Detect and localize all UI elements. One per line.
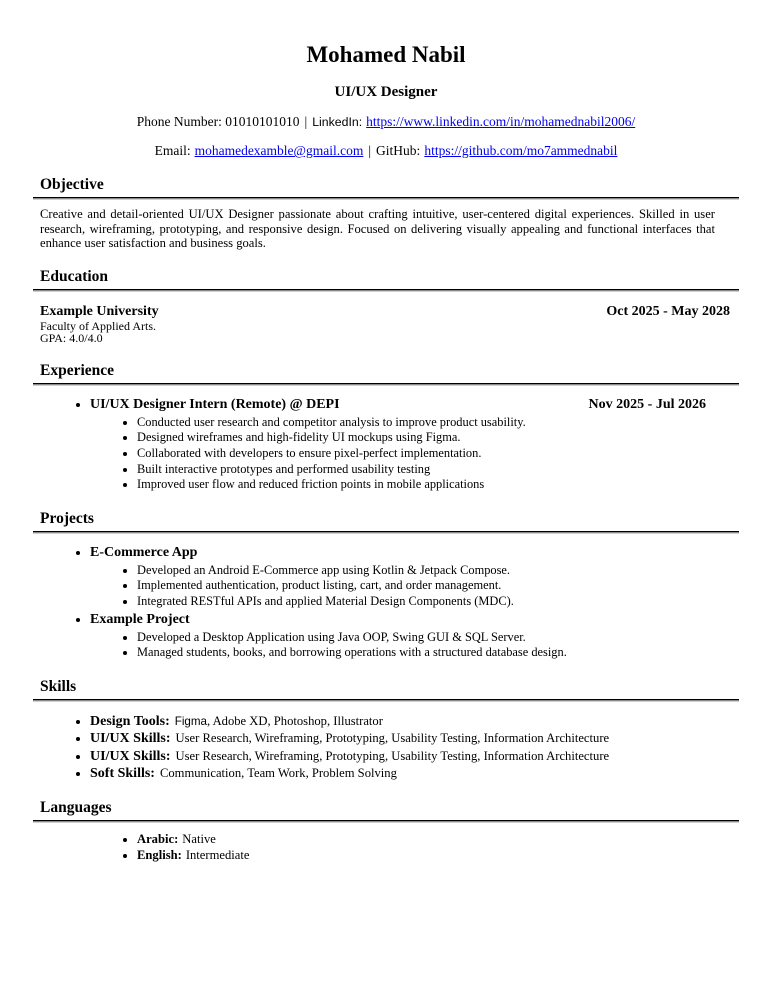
project-bullet-list: [90, 563, 739, 610]
skill-label: Design Tools:: [90, 713, 170, 729]
skill-value: Communication, Team Work, Problem Solving: [159, 765, 397, 780]
experience-item-dates: Nov 2025 - Jul 2026: [588, 396, 706, 412]
section-projects: [33, 510, 739, 661]
skill-value: User Research, Wireframing, Prototyping, Usability Testing, Information Architecture: [175, 731, 610, 746]
project-title: E-Commerce App: [90, 544, 198, 560]
experience-bullet: • Conducted user research and competitor analysis to improve product usability.: [137, 415, 739, 431]
projects-list: [33, 545, 739, 661]
language-item: [137, 832, 739, 848]
project-bullet: • Implemented authentication, product listing, cart, and order management.: [137, 578, 739, 594]
project-bullet-list: [90, 630, 739, 661]
experience-item: [90, 397, 739, 493]
contact-line-email-github: [33, 143, 739, 159]
email-label: Email:: [154, 143, 191, 159]
education-row: [40, 304, 739, 320]
experience-bullet: • Improved user flow and reduced friction points in mobile applications: [137, 477, 739, 493]
skill-label: Soft Skills:: [90, 765, 155, 781]
skill-label: UI/UX Skills:: [90, 748, 171, 764]
section-objective: [33, 176, 739, 251]
section-languages: [33, 799, 739, 863]
education-heading: Education: [33, 268, 739, 290]
experience-list: [33, 397, 739, 493]
objective-heading: Objective: [33, 176, 739, 198]
language-label: Arabic:: [137, 832, 179, 847]
skill-item: [90, 713, 739, 730]
skill-label: UI/UX Skills:: [90, 731, 171, 747]
education-dates: Oct 2025 - May 2028: [606, 303, 730, 319]
experience-bullet: • Built interactive prototypes and performed usability testing: [137, 462, 739, 478]
project-item: [90, 612, 739, 661]
projects-heading: Projects: [33, 510, 739, 532]
languages-heading: Languages: [33, 799, 739, 821]
linkedin-link[interactable]: https://www.linkedin.com/in/mohamednabil2006/: [366, 114, 636, 130]
language-level: Native: [182, 832, 216, 847]
language-level: Intermediate: [185, 847, 250, 862]
section-skills: [33, 678, 739, 783]
skill-item: [90, 748, 739, 765]
skill-value: User Research, Wireframing, Prototyping, Usability Testing, Information Architecture: [175, 748, 610, 763]
candidate-name: Mohamed Nabil: [306, 42, 466, 67]
project-bullet: • Managed students, books, and borrowing operations with a structured database design.: [137, 645, 739, 661]
skills-list: [33, 713, 739, 783]
language-label: English:: [137, 847, 182, 862]
objective-text: Creative and detail-oriented UI/UX Designer passionate about crafting intuitive, user-centered digital experiences. Skilled in user research, wireframing, prototyping, and responsive design. Focused on delivering visually appealing and functional interfaces that enhance user satisfaction and business goals.: [40, 207, 715, 251]
education-faculty: Faculty of Applied Arts.: [40, 318, 156, 333]
separator: |: [304, 114, 308, 130]
github-label: GitHub:: [376, 143, 421, 159]
experience-item-row: [90, 397, 739, 413]
project-bullet: • Integrated RESTful APIs and applied Material Design Components (MDC).: [137, 594, 739, 610]
language-item: [137, 848, 739, 864]
education-gpa: GPA: 4.0/4.0: [40, 331, 103, 346]
project-item: [90, 545, 739, 610]
separator: |: [368, 143, 372, 159]
candidate-title: UI/UX Designer: [334, 84, 438, 101]
experience-heading: Experience: [33, 362, 739, 384]
project-bullet: • Developed an Android E-Commerce app using Kotlin & Jetpack Compose.: [137, 563, 739, 579]
skill-value-sans: Figma: [174, 714, 207, 728]
linkedin-label: LinkedIn:: [312, 115, 363, 130]
experience-item-title: • UI/UX Designer Intern (Remote) @ DEPI: [90, 396, 340, 412]
section-experience: [33, 362, 739, 493]
project-bullet: • Developed a Desktop Application using Java OOP, Swing GUI & SQL Server.: [137, 630, 739, 646]
email-link[interactable]: mohamedexamble@gmail.com: [194, 143, 364, 159]
experience-bullet: • Designed wireframes and high-fidelity UI mockups using Figma.: [137, 430, 739, 446]
project-title: Example Project: [90, 611, 190, 627]
experience-bullet: • Collaborated with developers to ensure pixel-perfect implementation.: [137, 446, 739, 462]
phone-text: Phone Number: 01010101010: [136, 114, 300, 130]
section-education: [33, 268, 739, 345]
skills-heading: Skills: [33, 678, 739, 700]
experience-bullet-list: [90, 415, 739, 493]
contact-line-phone-linkedin: [33, 114, 739, 130]
skill-item: [90, 765, 739, 782]
languages-list: [33, 832, 739, 863]
school-name: Example University: [40, 303, 159, 319]
github-link[interactable]: https://github.com/mo7ammednabil: [424, 143, 618, 159]
skill-item: [90, 730, 739, 747]
skill-value: , Adobe XD, Photoshop, Illustrator: [206, 713, 383, 728]
